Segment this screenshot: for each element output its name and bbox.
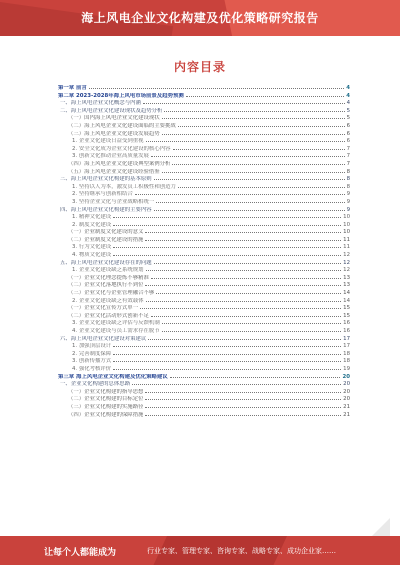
toc-entry-title: （四）企业文化构建的保障措施	[68, 411, 144, 418]
toc-leader-dots	[156, 288, 341, 294]
toc-entry-title: （一）企业文化宣传方式单一	[68, 305, 139, 312]
toc-entry-page: 4	[346, 100, 350, 107]
toc-entry-title: 2. 坚持继承与创新相结合	[72, 191, 133, 198]
toc-entry[interactable]	[58, 387, 350, 395]
toc-entry-title: 3. 企业文化建设缺乏评估与反馈机制	[72, 320, 160, 327]
toc-leader-dots	[89, 83, 344, 89]
toc-leader-dots	[186, 91, 344, 97]
toc-leader-dots	[113, 356, 341, 362]
footer-slogan: 让每个人都能成为	[44, 548, 117, 558]
toc-entry-title: （一）国内海上风电企业文化建设现状	[68, 115, 160, 122]
toc-entry-title: 2. 企业文化建设缺乏有效载体	[72, 297, 144, 304]
toc-leader-dots	[151, 151, 345, 157]
toc-heading: 内容目录	[173, 60, 226, 74]
toc-entry[interactable]	[58, 136, 350, 144]
toc-entry-title: 2. 制度文化建设	[72, 221, 112, 228]
footer-tagline: 行业专家、管理专家、咨询专家、战略专家、成功企业家……	[147, 547, 336, 555]
toc-leader-dots	[146, 296, 342, 302]
toc-entry-page: 16	[343, 320, 350, 327]
toc-leader-dots	[145, 387, 341, 393]
toc-leader-dots	[162, 318, 341, 324]
toc-entry-page: 21	[343, 403, 350, 410]
toc-entry-page: 7	[346, 160, 350, 167]
toc-entry-page: 18	[343, 358, 350, 365]
toc-entry[interactable]	[58, 318, 350, 326]
toc-entry-title: （四）海上风电企业文化建设典型案例分析	[68, 160, 171, 167]
toc-entry-title: 3. 坚持企业文化与企业战略相统一	[72, 198, 155, 205]
toc-leader-dots	[113, 220, 341, 226]
toc-entry-title: 2. 安全文化成为企业文化建设的核心内容	[72, 145, 171, 152]
toc-entry[interactable]	[58, 356, 350, 364]
toc-entry-title: 1. 企业文化建设缺乏系统规划	[72, 267, 144, 274]
toc-leader-dots	[151, 311, 341, 317]
toc-entry[interactable]	[58, 273, 350, 281]
toc-entry[interactable]	[58, 364, 350, 372]
toc-leader-dots	[113, 212, 341, 218]
toc-entry-title: 4. 强化考核评价	[72, 365, 112, 372]
toc-leader-dots	[132, 379, 341, 385]
toc-leader-dots	[162, 113, 345, 119]
toc-entry-title: 一、海上风电企业文化概念与内涵	[60, 100, 141, 107]
toc-entry[interactable]	[58, 258, 350, 266]
toc-entry[interactable]	[58, 121, 350, 129]
toc-entry-title: （二）企业制度文化建设的措施	[68, 236, 144, 243]
toc-entry-title: 2. 完善制度保障	[72, 350, 112, 357]
toc-leader-dots	[145, 402, 341, 408]
toc-leader-dots	[154, 174, 345, 180]
toc-entry-page: 6	[346, 138, 350, 145]
toc-entry-page: 5	[346, 115, 350, 122]
toc-entry[interactable]	[58, 212, 350, 220]
toc-entry-page: 17	[343, 343, 350, 350]
toc-leader-dots	[145, 227, 341, 233]
toc-entry[interactable]	[58, 113, 350, 121]
toc-leader-dots	[162, 326, 341, 332]
toc-entry-page: 15	[343, 312, 350, 319]
toc-entry[interactable]	[58, 280, 350, 288]
toc-leader-dots	[143, 98, 345, 104]
toc-entry-page: 8	[346, 183, 350, 190]
toc-entry-title: 四、海上风电企业文化构建的主要内容	[60, 206, 152, 213]
toc-entry-title: （二）企业文化构建的目标定位	[68, 396, 144, 403]
toc-entry-page: 7	[346, 145, 350, 152]
toc-entry[interactable]	[58, 296, 350, 304]
toc-entry[interactable]	[58, 334, 350, 342]
toc-entry[interactable]	[58, 159, 350, 167]
toc-entry[interactable]	[58, 197, 350, 205]
toc-entry-page: 7	[346, 153, 350, 160]
toc-entry[interactable]	[58, 410, 350, 418]
toc-entry-title: 3. 创新文化推动企业高质量发展	[72, 153, 149, 160]
toc-entry-page: 6	[346, 122, 350, 129]
toc-entry-page: 15	[343, 305, 350, 312]
toc-entry[interactable]	[58, 242, 350, 250]
toc-entry-page: 14	[343, 297, 350, 304]
toc-entry-title: 4. 物质文化建设	[72, 252, 112, 259]
page-footer	[0, 536, 400, 565]
toc-entry[interactable]	[58, 379, 350, 387]
toc-entry[interactable]	[58, 394, 350, 402]
toc-entry-page: 10	[343, 229, 350, 236]
toc-entry-title: （一）企业文化构建的指导思想	[68, 388, 144, 395]
toc-entry[interactable]	[58, 227, 350, 235]
toc-entry[interactable]	[58, 311, 350, 319]
toc-entry-title: （二）企业文化活动形式创新不足	[68, 312, 149, 319]
toc-entry[interactable]	[58, 91, 350, 99]
toc-entry-title: （二）企业文化落地执行不到位	[68, 282, 144, 289]
toc-entry-page: 20	[343, 388, 350, 395]
toc-entry-page: 19	[343, 365, 350, 372]
toc-entry[interactable]	[58, 205, 350, 213]
toc-entry-page: 10	[343, 214, 350, 221]
toc-entry[interactable]	[58, 189, 350, 197]
toc-leader-dots	[113, 349, 341, 355]
toc-entry-page: 9	[346, 198, 350, 205]
toc-leader-dots	[162, 167, 345, 173]
toc-leader-dots	[113, 341, 341, 347]
toc-entry-page: 4	[346, 92, 350, 99]
toc-entry[interactable]	[58, 151, 350, 159]
toc-entry[interactable]	[58, 106, 350, 114]
toc-entry-title: 一、企业文化构建的总体思路	[60, 381, 131, 388]
toc-entry[interactable]	[58, 144, 350, 152]
toc-entry-title: 二、海上风电企业文化建设现状及趋势分析	[60, 107, 163, 114]
corner-triangle-icon	[372, 518, 390, 536]
report-title: 海上风电企业文化构建及优化策略研究报告	[81, 11, 319, 25]
toc-leader-dots	[140, 303, 341, 309]
toc-entry-page: 11	[343, 244, 350, 251]
toc-entry-page: 9	[346, 206, 350, 213]
toc-entry-page: 8	[346, 168, 350, 175]
toc-entry-page: 12	[343, 259, 350, 266]
toc-entry-title: 五、海上风电企业文化建设存在的问题	[60, 259, 152, 266]
toc-entry[interactable]	[58, 129, 350, 137]
toc-leader-dots	[178, 121, 345, 127]
toc-entry-title: 六、海上风电企业文化建设对策建议	[60, 335, 147, 342]
toc-leader-dots	[113, 364, 341, 370]
toc-entry-title: 三、海上风电企业文化构建的基本原则	[60, 176, 152, 183]
toc-leader-dots	[154, 205, 345, 211]
toc-entry-title: （三）企业文化构建的实施路径	[68, 403, 144, 410]
toc-entry-page: 6	[346, 130, 350, 137]
toc-entry-page: 13	[343, 282, 350, 289]
toc-entry-title: （三）企业文化与企业管理融合不够	[68, 290, 155, 297]
toc-entry-page: 8	[346, 176, 350, 183]
toc-entry-title: （二）海上风电企业文化建设面临的主要挑战	[68, 122, 176, 129]
toc-entry[interactable]	[58, 402, 350, 410]
page-header	[0, 0, 400, 36]
toc-entry[interactable]	[58, 182, 350, 190]
toc-entry[interactable]	[58, 167, 350, 175]
toc-entry-title: 4. 企业文化建设与员工需求存在脱节	[72, 328, 160, 334]
toc-leader-dots	[145, 410, 341, 416]
toc-entry[interactable]	[58, 265, 350, 273]
toc-entry-page: 20	[343, 396, 350, 403]
toc-entry[interactable]	[58, 83, 350, 91]
toc-leader-dots	[113, 250, 341, 256]
toc-entry[interactable]	[58, 235, 350, 243]
toc-entry[interactable]	[58, 288, 350, 296]
toc-entry-page: 13	[343, 274, 350, 281]
toc-leader-dots	[151, 273, 341, 279]
toc-leader-dots	[145, 280, 341, 286]
toc-entry-title: 3. 行为文化建设	[72, 244, 112, 251]
toc-entry-title: 1. 加强顶层设计	[72, 343, 112, 350]
toc-leader-dots	[170, 372, 341, 378]
toc-leader-dots	[145, 394, 341, 400]
toc-entry-title: 第三章 海上风电企业文化构建及优化策略建议	[58, 373, 168, 380]
toc-leader-dots	[146, 136, 345, 142]
toc-entry[interactable]	[58, 303, 350, 311]
toc-leader-dots	[145, 235, 341, 241]
toc-leader-dots	[162, 129, 345, 135]
toc-leader-dots	[113, 242, 341, 248]
toc-leader-dots	[154, 258, 341, 264]
toc-leader-dots	[135, 189, 345, 195]
toc-leader-dots	[164, 106, 344, 112]
toc-leader-dots	[173, 144, 345, 150]
toc-entry-page: 11	[343, 236, 350, 243]
toc-entry-title: （一）企业制度文化建设的意义	[68, 229, 144, 236]
toc-entry[interactable]	[58, 98, 350, 106]
toc-entry[interactable]	[58, 326, 350, 334]
toc-entry-title: 1. 精神文化建设	[72, 214, 112, 221]
toc-entry-title: （三）海上风电企业文化建设发展趋势	[68, 130, 160, 137]
toc-entry-page: 12	[343, 267, 350, 274]
toc-entry-page: 18	[343, 350, 350, 357]
toc-entry-page: 14	[343, 290, 350, 297]
toc-entry-page: 12	[343, 252, 350, 259]
toc-leader-dots	[172, 159, 344, 165]
toc-entry[interactable]	[58, 349, 350, 357]
toc-entry-title: 1. 坚持以人为本，激发员工积极性和创造力	[72, 183, 176, 190]
toc-entry-title: （一）企业文化理念提炼不够精准	[68, 274, 149, 281]
toc-entry[interactable]	[58, 372, 350, 380]
toc-entry-page: 20	[343, 381, 350, 388]
toc-leader-dots	[148, 334, 341, 340]
toc-entry-page: 10	[343, 221, 350, 228]
toc-entry-page: 4	[346, 85, 350, 91]
toc-leader-dots	[178, 182, 345, 188]
toc-entry-page: 21	[343, 411, 350, 418]
toc-entry-title: 第二章 2023-2028年海上风电市场前景及趋势预测	[58, 92, 184, 99]
toc-entry-page: 5	[346, 107, 350, 114]
table-of-contents	[58, 83, 350, 417]
toc-leader-dots	[146, 265, 342, 271]
toc-entry[interactable]	[58, 250, 350, 258]
toc-leader-dots	[156, 197, 344, 203]
toc-entry[interactable]	[58, 220, 350, 228]
toc-entry[interactable]	[58, 341, 350, 349]
toc-entry-title: 3. 创新传播方式	[72, 358, 112, 365]
toc-entry-page: 16	[343, 328, 350, 334]
toc-entry-title: 1. 企业文化建设日益受到重视	[72, 138, 144, 145]
toc-entry-page: 9	[346, 191, 350, 198]
toc-entry-title: （五）海上风电企业文化建设经验借鉴	[68, 168, 160, 175]
toc-entry-page: 20	[342, 373, 350, 380]
toc-entry[interactable]	[58, 174, 350, 182]
toc-entry-title: 第一章 前言	[58, 85, 87, 91]
toc-entry-page: 17	[343, 335, 350, 342]
